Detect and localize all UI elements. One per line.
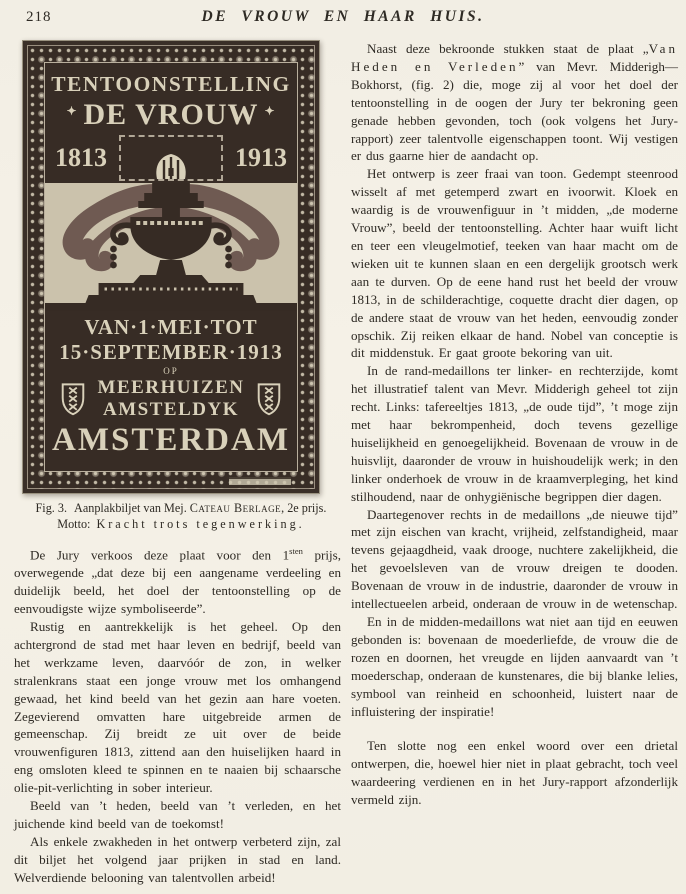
letterspaced-title: Van Heden en Verleden (351, 41, 678, 74)
left-column (14, 40, 341, 887)
caption-line-1 (22, 501, 340, 516)
urn-and-smoke-illustration (45, 183, 297, 311)
paragraph-segment: De Jury verkoos deze plaat voor den 1 (30, 547, 290, 563)
poster-title-main (66, 98, 275, 132)
caption-text: Aanplakbiljet van Mej. (74, 501, 190, 515)
paragraph-jury (14, 543, 341, 618)
ordinal-superscript: sten (289, 546, 303, 556)
paragraph-ontwerp: Het ontwerp is zeer fraai van toon. Gedempt steenrood wisselt af met getemperd zwart en ivoorwit. Kloek en waardig is de vrouwenfiguur in ’t midden, „de moderne Vrouw”, beeld der tentoonstelling. Achter haar wuift licht en teer een vleugelmotief, teeken van haar macht om de wieken uit te kunnen slaan en een dergelijk grootsch werk aan te durven. Op de eene hand rust het beeld der vrouw 1813, in de schilderachtige, coquette dracht dier dagen, op de andere staat de vrouw van het heden, eenvoudig zonder opschik. Zij reiken elkaar de hand. Nobel van conceptie is dit middenstuk. Er gaat groote bekoring van uit. (351, 166, 678, 361)
star-ornament-left: ✦ (66, 103, 78, 118)
artist-name: Cateau Berlage (189, 501, 282, 515)
star-ornament-right: ✦ (264, 103, 276, 118)
motto-label: Motto: (57, 517, 91, 531)
masthead-title: DE VROUW EN HAAR HUIS. (201, 8, 485, 25)
caption-suffix: , 2e prijs. (281, 501, 327, 515)
paragraph-rand-medaillons: In de rand-medaillons ter linker- en rechterzijde, komt het illustratief talent van Mevr. Midderigh geheel tot zijn recht. Links: tafereeltjes 1813, „de oude tijd”, ’t moge zijn met haar bekrompenheid, doch tevens gezellige huiselijkheid en genoegelijkheid. Bovenaan de vrouw in de huisvlijt, daaronder de vrouw in huishoudelijk werk; in den linker onderhoek de vrouw in de kraamverpleging, het kind stilhoudend, naar de onhygiënische begrippen dier dagen. (351, 363, 678, 504)
poster-title-main-text: DE VROUW (83, 98, 259, 131)
figure-label: Fig. 3. (35, 501, 68, 515)
amsterdam-shield-icon-right (256, 381, 282, 417)
exhibition-poster (22, 40, 320, 494)
poster-title-top: TENTOONSTELLING (51, 72, 291, 96)
motto-text: Kracht trots tegenwerking. (96, 517, 305, 531)
poster-date-line2: 15·SEPTEMBER·1913 (59, 340, 283, 364)
poster-venue-1: MEERHUIZEN (97, 377, 245, 398)
poster-field (44, 62, 298, 472)
paragraph-segment: Naast deze bekroonde stukken staat de plaat „ (367, 41, 649, 56)
printer-credit-mark (229, 477, 291, 485)
poster-date-line1: VAN·1·MEI·TOT (84, 315, 258, 339)
flame-frame (119, 135, 223, 181)
poster-op: OP (163, 366, 179, 376)
poster-venue-2: AMSTELDYK (103, 399, 239, 420)
paragraph-segment: ” van Mevr. Midderigh—Bokhorst, (fig. 2) die, moge zij al voor het doel der tentoonstelling in de oogen der Jury ter bekroning geen genade hebben gevonden, toch (ook volgens het Jury-rapport) zeer talentvolle eigenschappen toont. Wij vestigen er dus gaarne hier de aandacht op. (351, 58, 678, 164)
poster-years-row (45, 135, 297, 181)
poster-year-1813: 1813 (55, 143, 107, 172)
page-header (0, 0, 686, 38)
paragraph-beeld: Beeld van ’t heden, beeld van ’t verleden, en het juichende kind beeld van de toekomst! (14, 798, 341, 831)
flame-icon (149, 151, 193, 179)
caption-line-2 (22, 517, 340, 532)
figure-3 (22, 40, 327, 532)
poster-city: AMSTERDAM (52, 422, 290, 458)
left-column-text (14, 543, 341, 887)
right-column (351, 40, 678, 887)
two-column-layout (0, 38, 686, 887)
paragraph-nieuwe-tijd: Daartegenover rechts in de medaillons „de nieuwe tijd” met zijn eischen van kracht, vrijheid, zelfstandigheid, maar tevens gejaagdheid, vaak drooge, nuchtere zakelijkheid, die het gevoelsleven van de vrouw dreigen te dooden. Bovenaan de vrouw in de industrie, daaronder de vrouw in intellectueelen arbeid, onderaan de vrouw in de wetenschap. (351, 506, 678, 612)
poster-year-1913: 1913 (235, 143, 287, 172)
figure-caption (22, 501, 340, 532)
paragraph-segment: prijs, overwegende „dat deze bij een aangename verdeeling en duidelijk beeld, het doel der tentoonstelling op de eenvoudigste wijze symboliseerde”. (14, 547, 341, 617)
paragraph-naast (351, 40, 678, 165)
poster-venue-row (60, 377, 283, 421)
page-number: 218 (26, 9, 52, 25)
paragraph-description: Rustig en aantrekkelijk is het geheel. Op den achtergrond de stad met haar leven en bedrijf, beeld van het werkzame leven, daarvóór de zon, in welker stralenkrans staat een jonge vrouw met los omhangend gewaad, het kind beeld van het gezin aan hare voeten. Zegevierend omvatten hare uitgebreide armen de gemeenschap. Zij breidt ze uit over de beide vrouwenfiguren 1813, zittend aan den huiselijken haard in eng omsloten kleed te spinnen en te naaien bij schaarsche olie-pit-verlichting in sober interieur. (14, 618, 341, 796)
paragraph-midden-medaillons: En in de midden-medaillons wat niet aan tijd en eeuwen gebonden is: bovenaan de moederliefde, de vrouw die de rozen en doornen, het vreugde en lijden aanvaardt van ’t moederschap, onderaan de kunstenares, die bij blanke lelies, symbool van reinheid en schoonheid, luistert naar de influistering der inspiratie! (351, 614, 678, 719)
poster-venue-lines (98, 377, 245, 421)
amsterdam-shield-icon-left (60, 381, 86, 417)
paragraph-ten-slotte: Ten slotte nog een enkel woord over een drietal ontwerpen, die, hoewel hier niet in plaat gebracht, toch veel waardeering verdienen en in het Jury-rapport afzonderlijk vermeld zijn. (351, 738, 678, 808)
paragraph-zwakheden: Als enkele zwakheden in het ontwerp verbeterd zijn, zal dit biljet het volgend jaar prijken in stad en land. Welverdiende belooning van talentvollen arbeid! (14, 833, 341, 885)
